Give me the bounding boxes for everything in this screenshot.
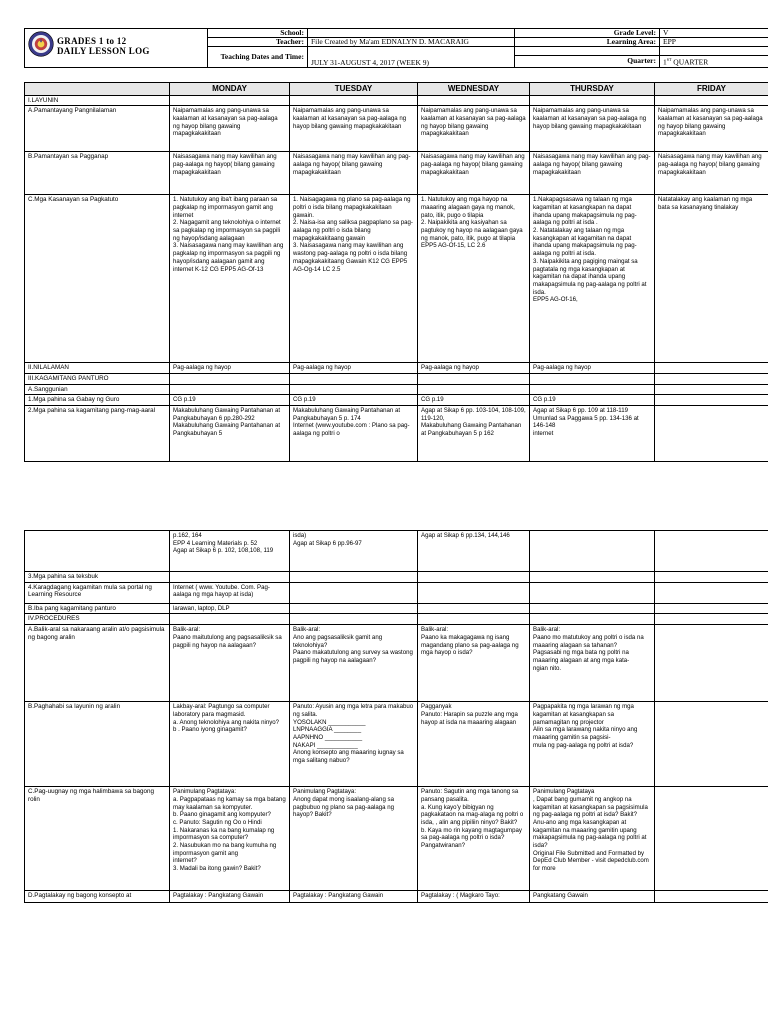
table-row [25, 582, 768, 603]
school-value [308, 29, 515, 38]
table-row [25, 363, 768, 374]
row-label: B.Iba pang kagamitang panturo [25, 603, 170, 614]
row-label: A.Balik-aral sa nakaraang aralin at/o pagsisimula ng bagong aralin [25, 625, 170, 702]
teacher-value: File Created by Ma'am EDNALYN D. MACARAIG [308, 38, 515, 47]
day-cell [530, 572, 655, 583]
row-label: I.LAYUNIN [25, 95, 170, 106]
day-cell: Agap at Sikap 6 pp. 109 at 118-119 Umunlad sa Paggawa 5 pp. 134-136 at 146-148 internet [530, 406, 655, 462]
day-cell [418, 384, 530, 395]
day-cell: Balik-aral: Paano ka makagagawa ng isang magandang plano sa pag-aalaga ng mga hayop o isda? [418, 625, 530, 702]
learning-area-value: EPP [660, 38, 768, 47]
table-row [25, 195, 768, 363]
day-cell: Naisasagawa nang may kawilihan ang pag-aalaga ng hayop( bilang gawaing mapagkakakitaan [530, 152, 655, 195]
day-cell [290, 373, 418, 384]
day-cell [530, 531, 655, 572]
day-cell: Pag-aalaga ng hayop [418, 363, 530, 374]
table-row [25, 625, 768, 702]
day-cell: larawan, laptop, DLP [170, 603, 290, 614]
day-cell: Naipamamalas ang pang-unawa sa kaalaman at kasanayan sa pag-aalaga ng hayop bilang gawaing mapagkakakitaan [530, 106, 655, 152]
day-cell [655, 625, 768, 702]
day-cell: 1. Natutukoy ang iba't ibang paraan sa pagkalap ng impormasyon gamit ang internet 2. Nagagamit ang teknolohiya o internet sa pagkalap ng impormasyon sa pagpili ng hayop/isdang aalagaan 3. Naisasagawa nang may kawilihan ang pagkalap ng impormasyon sa pagpili ng hayop/isdang aalagaan gamit ang internet K-12 CG EPP5 AG-Of-13 [170, 195, 290, 363]
title-line-1: GRADES 1 to 12 [57, 36, 127, 46]
day-cell [530, 614, 655, 625]
day-cell: Naisasagawa nang may kawilihan ang pag-aalaga ng hayop( bilang gawaing mapagkakakitaan [290, 152, 418, 195]
day-cell: Pag-aalaga ng hayop [530, 363, 655, 374]
row-label: 1.Mga pahina sa Gabay ng Guro [25, 395, 170, 406]
day-cell [418, 614, 530, 625]
day-cell [170, 572, 290, 583]
day-cell [530, 582, 655, 603]
day-cell: CG p.19 [170, 395, 290, 406]
day-cell: Panimulang Pagtataya: a. Pagpapataas ng kamay sa mga batang may kaalaman sa kompyuter. b. Paano ginagamit ang kompyuter? c. Panuto: Sagutin ng Oo o Hindi 1. Nakaranas ka na bang kumalap ng impormasyon sa computer? 2. Nasubukan mo na bang kumuha ng impormasyon gamit ang internet? 3. Madali ba itong gawin? Bakit? [170, 787, 290, 891]
table-row [25, 787, 768, 891]
day-cell: Naisasagawa nang may kawilihan ang pag-aalaga ng hayop( bilang gawaing mapagkakakitaan [418, 152, 530, 195]
day-tuesday: TUESDAY [290, 82, 418, 95]
day-cell: Panuto: Sagutin ang mga tanong sa pansang pasalita. a. Kung kayo'y bibigyan ng pagkakataon na mag-alaga ng poltri o isda, , alin ang pipiliin ninyo? Bakit? b. Kaya mo rin kayang magtagumpay sa pag-aalaga ng poltri o isda? Pangatwiranan? [418, 787, 530, 891]
title-line-2: DAILY LESSON LOG [57, 46, 150, 56]
day-cell: Panimulang Pagtataya: Anong dapat mong isaalang-alang sa pagbubuo ng plano sa pag-aalaga ng hayop? Bakit? [290, 787, 418, 891]
day-cell [655, 363, 768, 374]
dll-sheet-page-1 [24, 28, 768, 462]
day-cell [170, 95, 290, 106]
day-cell: Naipamamalas ang pang-unawa sa kaalaman at kasanayan sa pag-aalaga ng hayop bilang gawaing mapagkakakitaan [655, 106, 768, 152]
day-cell [655, 891, 768, 903]
row-label: A.Sanggunian [25, 384, 170, 395]
row-label: C.Mga Kasanayan sa Pagkatuto [25, 195, 170, 363]
table-row [25, 603, 768, 614]
day-monday: MONDAY [170, 82, 290, 95]
row-label: A.Pamantayang Pangnilalaman [25, 106, 170, 152]
day-cell: Pagtalakay : ( Magkaro Tayo: [418, 891, 530, 903]
dll-table-page-1 [24, 82, 768, 463]
day-cell: Naipamamalas ang pang-unawa sa kaalaman at kasanayan sa pag-aalaga ng hayop bilang gawaing mapagkakakitaan [418, 106, 530, 152]
dll-sheet-page-2 [24, 530, 768, 903]
day-cell: Naipamamalas ang pang-unawa sa kaalaman at kasanayan sa pag-aalaga ng hayop bilang gawaing mapagkakakitaan [290, 106, 418, 152]
day-cell: Pagtalakay : Pangkatang Gawain [290, 891, 418, 903]
table-row [25, 891, 768, 903]
day-cell: Balik-aral: Paano maitutulong ang pagsasaliksik sa pagpili ng hayop na aalagaan? [170, 625, 290, 702]
day-cell [530, 384, 655, 395]
teacher-label: Teacher: [208, 38, 308, 47]
row-label [25, 531, 170, 572]
day-cell [655, 384, 768, 395]
day-cell [530, 373, 655, 384]
table-row [25, 614, 768, 625]
day-cell: 1. Naisagagawa ng plano sa pag-aalaga ng poltri o isda bilang mapagkakakitaan gawain. 2. Naisa-isa ang saliksa pagpaplano sa pag-aalaga ng poltri o isda bilang mapagkakakitaang gawain 3. Naisasagawa nang may kawilihan ang wastong pag-aalaga ng poltri o isda bilang mapagkakakitaang Gawain K12 CG EPP5 AG-Og-14 LC 2.5 [290, 195, 418, 363]
day-cell: p.162, 164 EPP 4 Learning Materials p. 52 Agap at Sikap 6 p. 102, 108,108, 119 [170, 531, 290, 572]
teaching-dates-label: Teaching Dates and Time: [208, 47, 308, 68]
teaching-dates-value: JULY 31-AUGUST 4, 2017 (WEEK 9) [308, 47, 515, 68]
day-cell [290, 384, 418, 395]
day-cell: CG p.19 [418, 395, 530, 406]
day-cell: Balik-aral: Paano mo matutukoy ang poltri o isda na maaaring alagaan sa tahanan? Pagsasabi ng mga bata ng poltri na maaaring alagaan at ang mga kata- ngian nito. [530, 625, 655, 702]
day-cell [170, 384, 290, 395]
day-cell [655, 614, 768, 625]
table-row [25, 152, 768, 195]
table-row [25, 406, 768, 462]
day-cell [655, 603, 768, 614]
row-label: II.NILALAMAN [25, 363, 170, 374]
dll-table-page-2 [24, 530, 768, 903]
table-row [25, 395, 768, 406]
day-cell: Pagtalakay : Pangkatang Gawain [170, 891, 290, 903]
day-cell [418, 95, 530, 106]
school-label: School: [208, 29, 308, 38]
day-cell: Agap at Sikap 6 pp. 103-104, 108-109, 119-120, Makabuluhang Gawaing Pantahanan at Pangkabuhayan 5 p 162 [418, 406, 530, 462]
row-label: D.Pagtalakay ng bagong konsepto at [25, 891, 170, 903]
day-cell: Panuto: Ayusin ang mga letra para makabuo ng salita. YOSOLAKN ___________ LNPNAAGGIA ________ AAPNHNO ___________ NAKAPI ____________ Anong konsepto ang maaaring iugnay sa mga salitang nabuo? [290, 702, 418, 787]
day-wednesday: WEDNESDAY [418, 82, 530, 95]
grade-level-value: V [660, 29, 768, 38]
table-row [25, 384, 768, 395]
day-cell [655, 572, 768, 583]
table-row [25, 572, 768, 583]
grade-level-label: Grade Level: [515, 29, 660, 38]
day-cell [290, 582, 418, 603]
day-cell [290, 614, 418, 625]
day-cell: Naisasagawa nang may kawilihan ang pag-aalaga ng hayop( bilang gawaing mapagkakakitaan [655, 152, 768, 195]
day-cell [418, 572, 530, 583]
day-cell [655, 406, 768, 462]
day-cell [655, 531, 768, 572]
day-cell: Naipamamalas ang pang-unawa sa kaalaman at kasanayan sa pag-aalaga ng hayop bilang gawaing mapagkakakitaan [170, 106, 290, 152]
day-cell: Balik-aral: Ano ang pagsasaliksik gamit ang teknolohiya? Paano makatutulong ang survey sa wastong pagpili ng hayop na aalagaan? [290, 625, 418, 702]
day-cell: Pagganyak Panuto: Harapin sa puzzle ang mga hayop at isda na maaaring alagaan [418, 702, 530, 787]
day-cell: 1.Nakapagsasawa ng talaan ng mga kagamitan at kasangkapan na dapat ihanda upang makapagsimula ng pag-aalaga ng poltri at isda . 2. Natatalakay ang talaan ng mga kasangkapan at kagamitan na dapat ihanda upang makapagsimula ng pag-aalaga ng poltri at isda. 3. Naipakikita ang pagiging maingat sa pagtatala ng mga kasangkapan at kagamitan na dapat ihanda upang makapagsimula ng pag-aalaga ng poltri at isda. EPP5 AG-Of-16, [530, 195, 655, 363]
day-thursday: THURSDAY [530, 82, 655, 95]
day-cell [655, 702, 768, 787]
day-cell [418, 603, 530, 614]
day-cell: 1. Natutukoy ang mga hayop na maaaring alagaan gaya ng manok, pato, itik, pugo o tilapia 2. Naipakikita ang kasiyahan sa pagtukoy ng hayop na aalagaan gaya ng manok, pato, itik, pugo at tilapia EPP5 AG-Of-15, LC 2.6 [418, 195, 530, 363]
day-friday: FRIDAY [655, 82, 768, 95]
row-label: B.Pamantayan sa Pagganap [25, 152, 170, 195]
row-label: 3.Mga pahina sa teksbuk [25, 572, 170, 583]
day-cell [655, 95, 768, 106]
day-cell: isda) Agap at Sikap 6 pp.96-97 [290, 531, 418, 572]
row-label: III.KAGAMITANG PANTURO [25, 373, 170, 384]
day-cell: Pag-aalaga ng hayop [290, 363, 418, 374]
day-cell [530, 603, 655, 614]
learning-area-label: Learning Area: [515, 38, 660, 47]
day-cell [290, 95, 418, 106]
dll-title [57, 36, 150, 56]
day-cell: Panimulang Pagtataya , Dapat bang gumamit ng angkop na kagamitan at kasangkapan sa pagsisimula ng pag-aalaga ng poltri at isda? Bakit? Anu-ano ang mga kasangkapan at kagamitan na maaaring gamitin upang makapagsimula ng pag-aalaga ng poltri at isda? Original File Submitted and Formatted by DepEd Club Member - visit depedclub.com for more [530, 787, 655, 891]
day-cell [290, 603, 418, 614]
day-cell [530, 95, 655, 106]
row-label: C.Pag-uugnay ng mga halimbawa sa bagong rolin [25, 787, 170, 891]
day-cell [418, 582, 530, 603]
day-cell: Lakbay-aral: Pagtungo sa computer laboratory para magmasid. a. Anong teknolohiya ang nakita ninyo? b . Paano iyong ginagamit? [170, 702, 290, 787]
day-cell: Makabuluhang Gawaing Pantahanan at Pangkabuhayan 6 pp.280-292 Makabuluhang Gawaing Pantahanan at Pangkabuhayan 5 [170, 406, 290, 462]
day-cell [170, 373, 290, 384]
day-cell [170, 614, 290, 625]
day-cell [655, 395, 768, 406]
quarter-value: 1ST QUARTER [660, 56, 768, 68]
day-header-row [25, 82, 768, 95]
day-cell: Agap at Sikap 6 pp.134, 144,146 [418, 531, 530, 572]
day-cell: Makabuluhang Gawaing Pantahanan at Pangkabuhayan 5 p. 174 Internet (www.youtube.com : Plano sa pag-aalaga ng poltri o [290, 406, 418, 462]
day-cell: Naisasagawa nang may kawilihan ang pag-aalaga ng hayop( bilang gawaing mapagkakakitaan [170, 152, 290, 195]
table-row [25, 702, 768, 787]
table-row [25, 95, 768, 106]
day-cell: Internet ( www. Youtube. Com. Pag-aalaga ng mga hayop at isda) [170, 582, 290, 603]
day-cell: Natatalakay ang kaalaman ng mga bata sa kasanayang tinalakay [655, 195, 768, 363]
dll-header [24, 28, 768, 68]
row-label: IV.PROCEDURES [25, 614, 170, 625]
row-label: 2.Mga pahina sa kagamitang pang-mag-aaral [25, 406, 170, 462]
table-row [25, 531, 768, 572]
day-cell [290, 572, 418, 583]
logo-cell [25, 29, 208, 68]
day-cell: CG p.19 [290, 395, 418, 406]
day-cell: Pag-aalaga ng hayop [170, 363, 290, 374]
day-cell: Pangkatang Gawain [530, 891, 655, 903]
day-cell [655, 787, 768, 891]
day-cell [418, 373, 530, 384]
quarter-label: Quarter: [515, 56, 660, 68]
row-label: B.Paghahabi sa layunin ng aralin [25, 702, 170, 787]
day-cell: Pagpapakita ng mga larawan ng mga kagamitan at kasangkapan sa pamamagitan ng projector Alin sa mga larawang nakita ninyo ang maaaring gamitin sa pagsisi- mula ng pag-aalaga ng poltri at isda? [530, 702, 655, 787]
day-cell [655, 582, 768, 603]
row-label: 4.Karagdagang kagamitan mula sa portal ng Learning Resource [25, 582, 170, 603]
table-row [25, 373, 768, 384]
day-cell: CG p.19 [530, 395, 655, 406]
deped-seal-icon [28, 31, 54, 57]
day-cell [655, 373, 768, 384]
table-row [25, 106, 768, 152]
